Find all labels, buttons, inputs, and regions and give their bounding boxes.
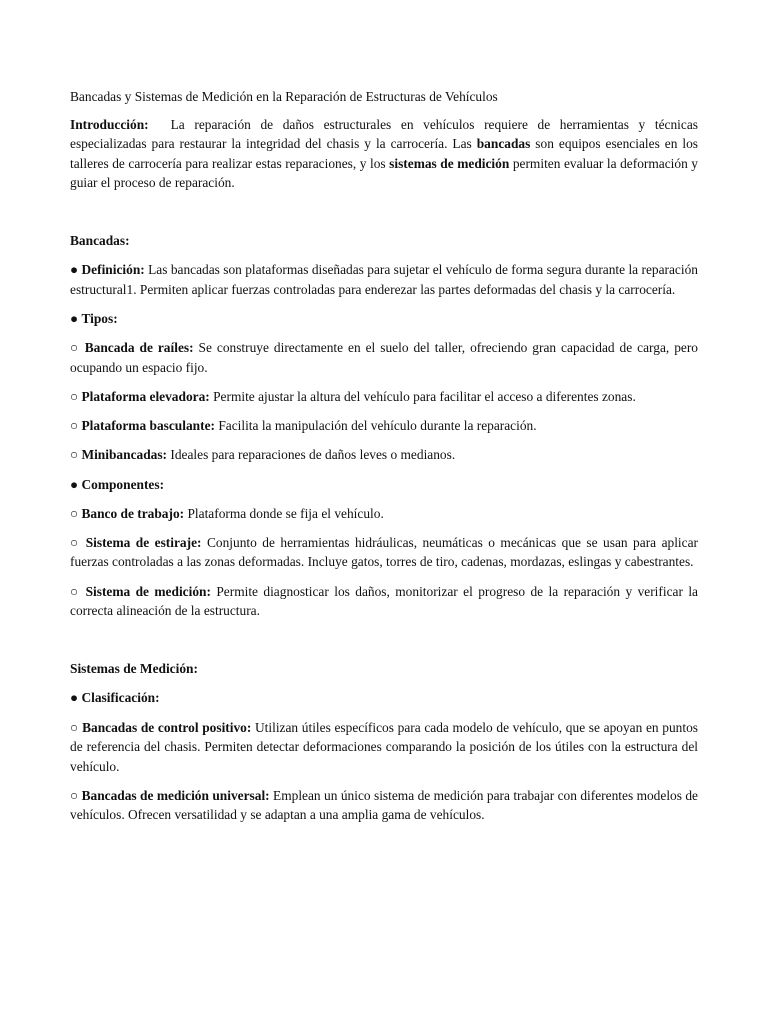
list-item	[70, 387, 698, 407]
list-item-text: Facilita la manipulación del vehículo durante la reparación.	[214, 418, 537, 434]
bullet-hollow-icon: ○	[70, 719, 79, 735]
intro-bold-sistemas: sistemas de medición	[389, 155, 510, 171]
bullet-hollow-icon: ○	[70, 447, 79, 463]
list-item	[70, 445, 698, 465]
tipos-heading: ● Tipos:	[70, 311, 118, 327]
list-item	[70, 504, 698, 524]
list-item	[70, 416, 698, 436]
list-item-label: Bancadas de medición universal:	[81, 787, 270, 803]
list-item-text: Permite diagnosticar los daños, monitorizar el progreso de la reparación y verificar la correcta alineación de la estructura.	[70, 583, 698, 619]
list-item	[70, 338, 698, 377]
list-item-label: Bancada de raíles:	[84, 340, 194, 356]
bullet-hollow-icon: ○	[70, 787, 79, 803]
list-item-text: Emplean un único sistema de medición para trabajar con diferentes modelos de vehículos. Ofrecen versatilidad y se adaptan a una amplia gama de vehículos.	[70, 787, 698, 823]
definicion-paragraph	[70, 260, 698, 299]
intro-bold-bancadas: bancadas	[476, 136, 531, 151]
definicion-label: Definición:	[81, 262, 145, 278]
intro-text-1: La reparación de daños estructurales en vehículos requiere de herramientas y técnicas especializadas para restaurar la integridad del chasis y la carrocería. Las	[70, 116, 698, 151]
document-body	[70, 87, 698, 835]
sistemas-heading: Sistemas de Medición:	[70, 661, 198, 677]
list-item	[70, 718, 698, 777]
list-item-label: Minibancadas:	[81, 447, 168, 463]
bullet-filled-icon: ●	[70, 690, 79, 706]
definicion-text: Las bancadas son plataformas diseñadas para sujetar el vehículo de forma segura durante la reparación estructural1. Permiten aplicar fuerzas controladas para enderezar las partes deformadas del chasis y la carrocería.	[70, 262, 698, 297]
list-item-label: Plataforma elevadora:	[81, 388, 210, 404]
list-item	[70, 786, 698, 825]
list-item-text: Utilizan útiles específicos para cada modelo de vehículo, que se apoyan en puntos de referencia del chasis. Permiten detectar deformaciones comparando la posición de los útiles con la estructura del vehículo.	[70, 719, 698, 774]
bullet-hollow-icon: ○	[70, 388, 79, 404]
bullet-hollow-icon: ○	[70, 340, 80, 356]
list-item-label: Banco de trabajo:	[81, 505, 185, 521]
list-item-label: Bancadas de control positivo:	[82, 719, 252, 735]
list-item-text: Plataforma donde se fija el vehículo.	[184, 505, 384, 521]
list-item	[70, 533, 698, 572]
intro-text-3: permiten evaluar la deformación y guiar el proceso de reparación.	[70, 155, 698, 190]
list-item-text: Ideales para reparaciones de daños leves o medianos.	[167, 447, 456, 463]
bullet-filled-icon: ●	[70, 311, 79, 327]
intro-label: Introducción:	[70, 116, 149, 132]
intro-paragraph	[70, 115, 698, 193]
list-item	[70, 582, 698, 621]
bullet-hollow-icon: ○	[70, 534, 81, 550]
bancadas-heading: Bancadas:	[70, 233, 130, 249]
bullet-filled-icon: ●	[70, 262, 79, 278]
bullet-hollow-icon: ○	[70, 583, 81, 599]
list-item-label: Sistema de estiraje:	[85, 534, 202, 550]
intro-text-2: son equipos esenciales en los talleres de carrocería para realizar estas reparaciones, y los	[70, 136, 698, 171]
bullet-hollow-icon: ○	[70, 418, 79, 434]
list-item-text: Permite ajustar la altura del vehículo para facilitar el acceso a diferentes zonas.	[209, 388, 636, 404]
list-item-label: Sistema de medición:	[85, 583, 211, 599]
clasificacion-heading: ● Clasificación:	[70, 690, 160, 706]
bullet-filled-icon: ●	[70, 476, 79, 492]
list-item-label: Plataforma basculante:	[81, 418, 215, 434]
list-item-text: Se construye directamente en el suelo del taller, ofreciendo gran capacidad de carga, pero ocupando un espacio fijo.	[70, 340, 698, 375]
document-title: Bancadas y Sistemas de Medición en la Reparación de Estructuras de Vehículos	[70, 89, 498, 104]
bullet-hollow-icon: ○	[70, 505, 79, 521]
list-item-text: Conjunto de herramientas hidráulicas, neumáticas o mecánicas que se usan para aplicar fuerzas controladas a las zonas deformadas. Incluye gatos, torres de tiro, cadenas, mordazas, eslingas y cabestrantes.	[70, 534, 698, 570]
componentes-heading: ● Componentes:	[70, 476, 165, 492]
